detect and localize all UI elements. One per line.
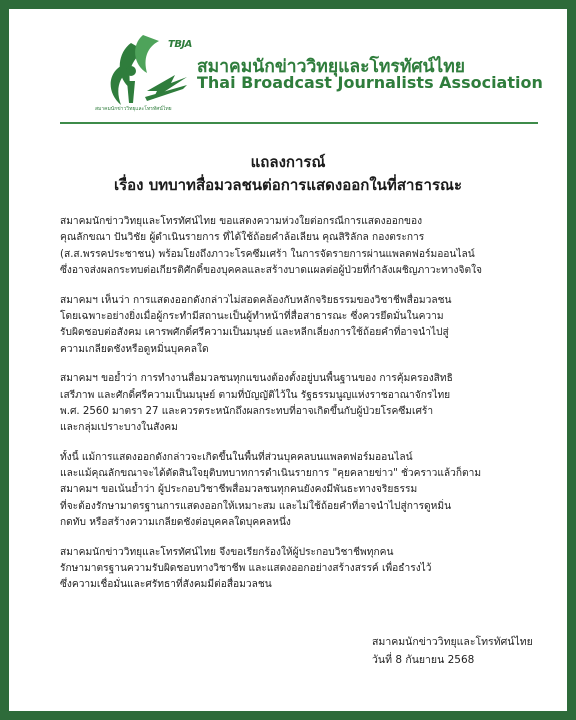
paragraph	[60, 371, 530, 437]
paragraph	[60, 450, 530, 532]
body-line: ซึ่งความเชื่อมั่นและศรัทธาที่สังคมมีต่อสื่อมวลชน	[60, 579, 272, 591]
body-line: โดยเฉพาะอย่างยิ่งเมื่อผู้กระทำมีสถานะเป็นผู้ทำหน้าที่สื่อสาธารณะ ซึ่งควรยึดมั่นในความ	[60, 310, 444, 322]
statement-page	[9, 9, 567, 711]
paragraph	[60, 214, 530, 280]
paragraph	[60, 545, 530, 594]
body-line: ทั้งนี้ แม้การแสดงออกดังกล่าวจะเกิดขึ้นในพื้นที่ส่วนบุคคลบนแพลตฟอร์มออนไลน์	[60, 451, 413, 463]
logo-caption: สมาคมนักข่าววิทยุและโทรทัศน์ไทย	[95, 106, 172, 112]
body-line: และกลุ่มเปราะบางในสังคม	[60, 422, 178, 434]
body-line: สมาคมนักข่าววิทยุและโทรทัศน์ไทย จึงขอเรียกร้องให้ผู้ประกอบวิชาชีพทุกคน	[60, 546, 394, 558]
header-divider	[60, 122, 538, 124]
body-line: ความเกลียดชังหรือดูหมิ่นบุคคลใด	[60, 343, 209, 355]
logo-badge: TBJA	[168, 39, 192, 50]
statement-subject: เรื่อง บทบาทสื่อมวลชนต่อการแสดงออกในที่สาธารณะ	[113, 176, 463, 194]
org-name-thai: สมาคมนักข่าววิทยุและโทรทัศน์ไทย	[197, 57, 466, 77]
body-line: พ.ศ. 2560 มาตรา 27 และควรตระหนักถึงผลกระทบที่อาจเกิดขึ้นกับผู้ป่วยโรคซึมเศร้า	[60, 405, 434, 417]
body-line: สมาคมฯ ขอเน้นย้ำว่า ผู้ประกอบวิชาชีพสื่อมวลชนทุกคนยังคงมีพันธะทางจริยธรรม	[60, 484, 418, 496]
statement-title: แถลงการณ์	[250, 153, 326, 171]
signature-organization: สมาคมนักข่าววิทยุและโทรทัศน์ไทย	[372, 636, 533, 648]
statement-body	[60, 214, 530, 594]
org-name-english: Thai Broadcast Journalists Association	[197, 73, 543, 92]
body-line: (ส.ส.พรรคประชาชน) พร้อมโยงถึงภาวะโรคซึมเศร้า ในการจัดรายการผ่านแพลตฟอร์มออนไลน์	[60, 248, 475, 260]
body-line: และแม้คุณลักขณาจะได้ตัดสินใจยุติบทบาทการดำเนินรายการ "คุยคลายข่าว" ชั่วคราวแล้วก็ตาม	[60, 468, 482, 480]
body-line: ซึ่งอาจส่งผลกระทบต่อเกียรติศักดิ์ของบุคคลและสร้างบาดแผลต่อผู้ป่วยที่กำลังเผชิญภาวะทางจิตใจ	[60, 265, 483, 277]
body-line: กดทับ หรือสร้างความเกลียดชังต่อบุคคลใดบุคคลหนึ่ง	[60, 517, 291, 529]
body-line: สมาคมฯ ขอย้ำว่า การทำงานสื่อมวลชนทุกแขนงต้องตั้งอยู่บนพื้นฐานของ การคุ้มครองสิทธิ	[60, 373, 453, 385]
body-line: สมาคมนักข่าววิทยุและโทรทัศน์ไทย ขอแสดงความห่วงใยต่อกรณีการแสดงออกของ	[60, 216, 423, 227]
body-line: คุณลักขณา ปันวิชัย ผู้ดำเนินรายการ ที่ได้ใช้ถ้อยคำล้อเลียน คุณสิริลักล กองตระการ	[60, 232, 425, 244]
body-line: เสรีภาพ และศักดิ์ศรีความเป็นมนุษย์ ตามที่บัญญัติไว้ใน รัฐธรรมนูญแห่งราชอาณาจักรไทย	[60, 389, 451, 401]
body-line: รับผิดชอบต่อสังคม เคารพศักดิ์ศรีความเป็นมนุษย์ และหลีกเลี่ยงการใช้ถ้อยคำที่อาจนำไปสู่	[60, 327, 449, 339]
body-line: รักษามาตรฐานความรับผิดชอบทางวิชาชีพ และแสดงออกอย่างสร้างสรรค์ เพื่อธำรงไว้	[60, 563, 432, 575]
signature-date: วันที่ 8 กันยายน 2568	[372, 654, 475, 666]
body-line: ที่จะต้องรักษามาตรฐานการแสดงออกให้เหมาะสม และไม่ใช้ถ้อยคำที่อาจนำไปสู่การดูหมิ่น	[60, 500, 452, 512]
body-line: สมาคมฯ เห็นว่า การแสดงออกดังกล่าวไม่สอดคล้องกับหลักจริยธรรมของวิชาชีพสื่อมวลชน	[60, 294, 452, 306]
paragraph	[60, 293, 530, 359]
